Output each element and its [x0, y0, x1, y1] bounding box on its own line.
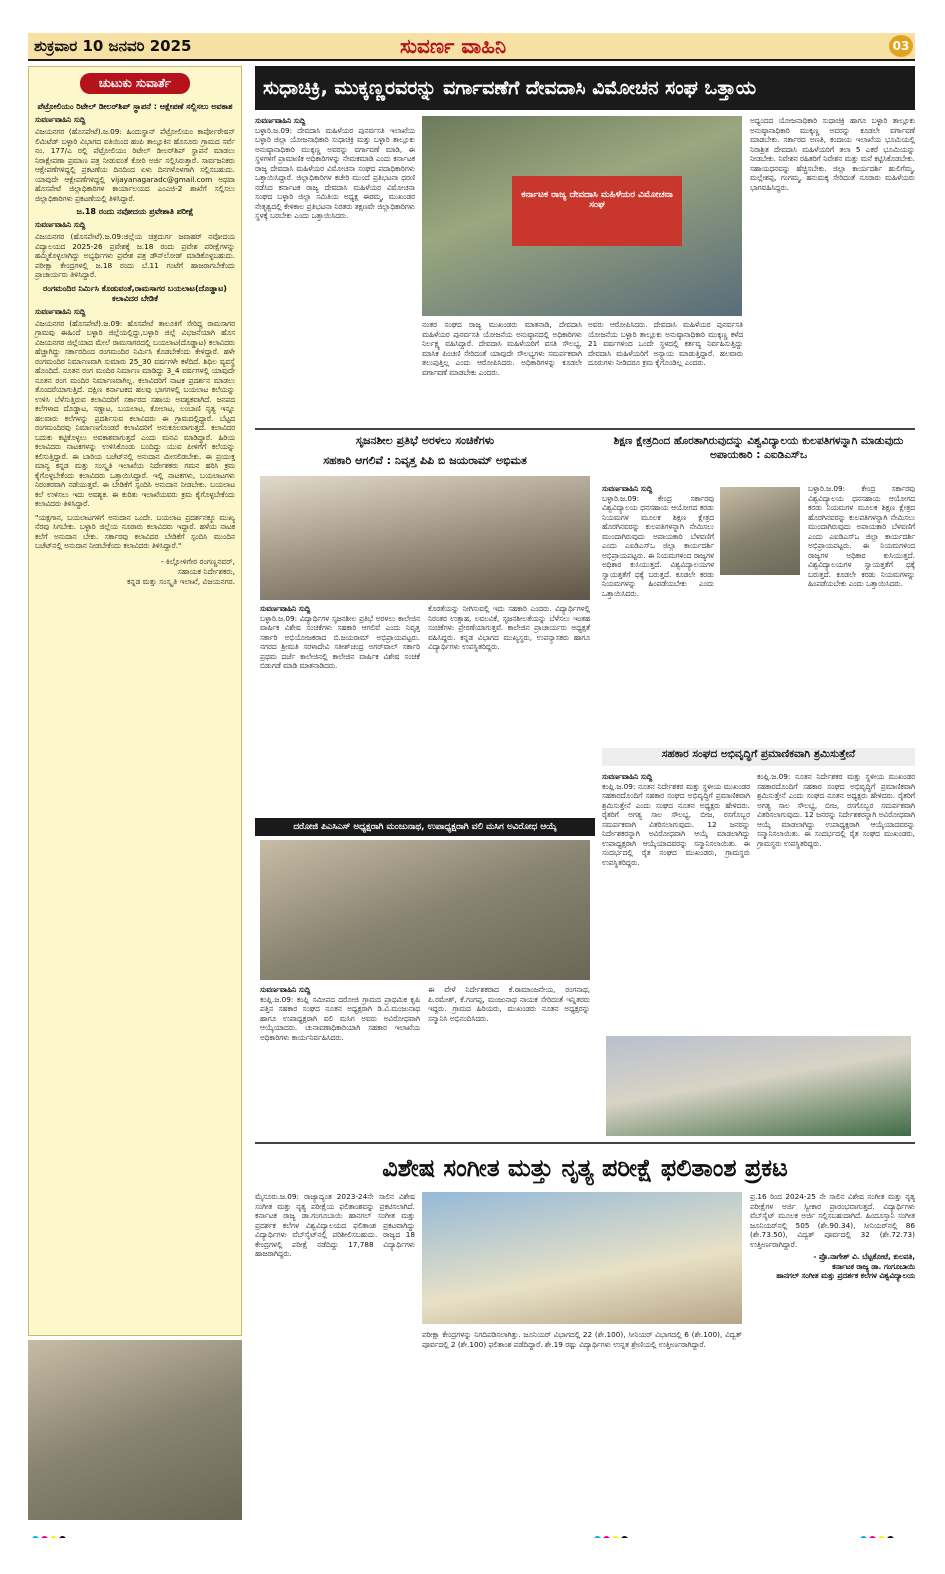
brief-3-byline: ಸುವರ್ಣವಾಹಿನಿ ಸುದ್ದಿ: [35, 306, 86, 316]
story6-sig-1: - ಪ್ರೊ.ನಾಗೇಶ್ ವಿ. ಬೆಟ್ಟಕೋಟೆ, ಕುಲಪತಿ,: [813, 1252, 915, 1261]
issue-date: ಶುಕ್ರವಾರ 10 ಜನವರಿ 2025: [34, 37, 192, 55]
story3-col-2: ಬಳ್ಳಾರಿ.ಜ.09: ಕೇಂದ್ರ ಸರ್ಕಾರವು ವಿಶ್ವವಿದ್ಯಾಲಯ ಧನಸಹಾಯ ಆಯೋಗದ ಕರಡು ನಿಯಮಗಳ ಮೂಲಕ ಶಿಕ್ಷಣ ಕ್ಷೇತ್ರದ ಹೊರಗಿನವರನ್ನು ಕುಲಪತಿಗಳನ್ನಾಗಿ ನೇಮಿಸಲು ಮುಂದಾಗಿರುವುದು ಅಪಾಯಕಾರಿ ಬೆಳವಣಿಗೆ ಎಂದು ಎಐಡಿಎಸ್‌ಒ ಜಿಲ್ಲಾ ಕಾರ್ಯದರ್ಶಿ ಅಭಿಪ್ರಾಯಪಟ್ಟರು. ಈ ನಿಯಮಗಳಿಂದ ರಾಜ್ಯಗಳ ಅಧಿಕಾರ ಕುಸಿಯುತ್ತದೆ. ವಿಶ್ವವಿದ್ಯಾಲಯಗಳ ಸ್ವಾಯತ್ತತೆಗೆ ಧಕ್ಕೆ ಬರುತ್ತದೆ. ಕೂಡಲೇ ಕರಡು ನಿಯಮಗಳನ್ನು ಹಿಂಪಡೆಯಬೇಕು ಎಂದು ಒತ್ತಾಯಿಸಿದರು.: [808, 484, 915, 588]
story3-byline: ಸುವರ್ಣವಾಹಿನಿ ಸುದ್ದಿ: [602, 484, 653, 493]
story6-col-2: ಪರೀಕ್ಷಾ ಕೇಂದ್ರಗಳನ್ನು ನಿಗದಿಪಡಿಸಲಾಗಿತ್ತು. ಜೂನಿಯರ್ ವಿಭಾಗದಲ್ಲಿ 22 (ಶೇ.100), ಸೀನಿಯರ್ ವಿಭಾಗದಲ್ಲಿ 6 (ಶೇ.100), ವಿದ್ವತ್ ಪೂರ್ವದಲ್ಲಿ 2 (ಶೇ.100) ಫಲಿತಾಂಶ ಪಡೆದಿದ್ದಾರೆ. ಶೇ.19 ರಷ್ಟು ವಿದ್ಯಾರ್ಥಿಗಳು ಉನ್ನತ ಶ್ರೇಣಿಯಲ್ಲಿ ಉತ್ತೀರ್ಣರಾಗಿದ್ದಾರೆ.: [422, 1330, 742, 1349]
story3-portrait: [720, 487, 800, 575]
brief-3-text: ವಿಜಯನಗರ (ಹೊಸಪೇಟೆ).ಜ.09: ಹೊಸಪೇಟೆ ತಾಲೂಕಿಗೆ ಸೇರಿದ್ದ ರಾಮಸಾಗರ ಗ್ರಾಮವು ಈಹಿಂದೆ ಬಳ್ಳಾರಿ ಜಿಲ್ಲೆಯಲ್ಲಿದ್ದು,ಬಳ್ಳಾರಿ ಜಿಲ್ಲೆ ವಿಭಜನೆಯಾಗಿ ಹೊಸ ವಿಜಯನಗರ ಜಿಲ್ಲೆಯಾದ ಮೇಲೆ ರಾಮಸಾಗರದಲ್ಲಿ ಬಯಲಾಟ(ದೊಡ್ಡಾಟ) ಕಲಾವಿದರು ಹೆಚ್ಚಾಗಿದ್ದು ಸರ್ಕಾರದಿಂದ ರಂಗಮಂದಿರ ನಿರ್ಮಿಸಿ ಕೊಡಬೇಕೆಂದು ಕೇಳಿದ್ದಾರೆ. ಹಳೇ ರಂಗಮಂದಿರ ನಿರ್ಮಾಣವಾಗಿ ಸುಮಾರು 25_30 ವರ್ಷಗಳೇ ಕಳೆದಿದೆ. ಶಿಥಿಲ ವ್ಯವಸ್ಥೆ ಹೊಂದಿದೆ. ನೂತನ ರಂಗ ಮಂದಿರ ನಿರ್ಮಾಣ ಮಾಡಿದ್ದು 3_4 ವರ್ಷಗಳಲ್ಲಿ ಯಾವುದೇ ನೂತನ ರಂಗ ಮಂದಿರ ನಿರ್ಮಾಣವಾಗಿಲ್ಲ. ಕಲಾವಿದರಿಗೆ ನಾಟಕ ಪ್ರದರ್ಶನ ಮಾಡಲು ತೊಂದರೆಯಾಗುತ್ತಿದೆ. ದಕ್ಷಿಣ ಕರ್ನಾಟಕದ ಹಲವು ಭಾಗಗಳಲ್ಲಿ ಬಯಲಾಟ ಕಲೆಯನ್ನು ಉಳಿಸಿ ಬೆಳೆಸುತ್ತಿರುವ ಕಲಾವಿದರಿಗೆ ಸರ್ಕಾರದ ಸಹಾಯ ಅವಶ್ಯಕವಾಗಿದೆ. ಜನಪದ ಕಲೆಗಳಾದ ದೊಡ್ಡಾಟ, ಸಣ್ಣಾಟ, ಬಯಲಾಟ, ಕೋಲಾಟ, ಲಂಬಾಣಿ ನೃತ್ಯ ಇನ್ನೂ ಹಲವಾರು ಕಲೆಗಳನ್ನು ಪ್ರದರ್ಶಿಸುವ ಕಲಾವಿದರು ಈ ಗ್ರಾಮದಲ್ಲಿದ್ದಾರೆ. ಬೆಟ್ಟದ ರಂಗಮಂದಿರವು ನಿರ್ಮಾಣಗೊಂಡರೆ ಕಲಾವಿದರಿಗೆ ಅನುಕೂಲವಾಗುತ್ತದೆ. ಕಲಾವಿದರ ಬದುಕು ಕಟ್ಟಿಕೊಳ್ಳಲು ಅವಕಾಶವಾಗುತ್ತದೆ ಎಂದು ಮನವಿ ಮಾಡಿದ್ದಾರೆ. ಹಿರಿಯ ಕಲಾವಿದರು ನಾಟಕಗಳನ್ನು ಉಳಿಸಿಕೊಂಡು ಬಂದಿದ್ದು ಯುವ ಪೀಳಿಗೆಗೆ ಕಲೆಯನ್ನು ಕಲಿಸುತ್ತಿದ್ದಾರೆ. ಈ ಬಾರಿಯ ಬಜೆಟ್‌ನಲ್ಲಿ ಅನುದಾನ ಮೀಸಲಿಡಬೇಕು. ಈ ಪ್ರಯುಕ್ತ ಮಾನ್ಯ ಕನ್ನಡ ಮತ್ತು ಸಂಸ್ಕೃತಿ ಇಲಾಖೆಯ ನಿರ್ದೇಶಕರು ಗಮನ ಹರಿಸಿ ಕ್ರಮ ಕೈಗೊಳ್ಳಬೇಕೆಂದು ಕಲಾವಿದರು ಒತ್ತಾಯಿಸಿದ್ದಾರೆ. ಇಲ್ಲಿ ನಾಟಕಗಳು, ಬಯಲಾಟಗಳು ನಿರಂತರವಾಗಿ ನಡೆಯುತ್ತವೆ. ಈ ಬೇಡಿಕೆಗೆ ಸ್ಪಂದಿಸಿ ಅನುದಾನ ನೀಡಬೇಕು. ಬಯಲಾಟ ಕಲೆ ಉಳಿಸಲು ಇದು ಅವಶ್ಯಕ. ಈ ಕುರಿತು ಇಲಾಖೆಯವರು ಕ್ರಮ ಕೈಗೊಳ್ಳಬೇಕೆಂದು ಕಲಾವಿದರು ತಿಳಿಸಿದ್ದಾರೆ.: [35, 318, 235, 508]
divider: [255, 1142, 915, 1144]
page-number: 03: [889, 35, 913, 57]
story2-col-1-text: ಬಳ್ಳಾರಿ.ಜ.09: ವಿದ್ಯಾರ್ಥಿಗಳ ಸೃಜನಶೀಲ ಪ್ರತಿಭೆ ಅರಳಲು ಕಾಲೇಜಿನ ವಾರ್ಷಿಕ ವಿಶೇಷ ಸಂಚಿಕೆಗಳು ಸಹಕಾರಿ ಆಗಲಿವೆ ಎಂದು ನಿವೃತ್ತ ಸರ್ಕಾರಿ ಅಭಿಯೋಜಕರಾದ ಬಿ.ಜಯರಾಮ್ ಅಭಿಪ್ರಾಯಪಟ್ಟರು. ನಗರದ ಶ್ರೀಮತಿ ಸರಳಾದೇವಿ ಸತೀಶ್‌ಚಂದ್ರ ಅಗರ್‌ವಾಲ್ ಸರ್ಕಾರಿ ಪ್ರಥಮ ದರ್ಜೆ ಕಾಲೇಜಿನಲ್ಲಿ ಕಾಲೇಜಿನ ವಾರ್ಷಿಕ ವಿಶೇಷ ಸಂಚಿಕೆ ಬಿಡುಗಡೆ ಮಾಡಿ ಮಾತನಾಡಿದರು.: [260, 613, 420, 670]
story3-text: ಬಳ್ಳಾರಿ.ಜ.09: ಕೇಂದ್ರ ಸರ್ಕಾರವು ವಿಶ್ವವಿದ್ಯಾಲಯ ಧನಸಹಾಯ ಆಯೋಗದ ಕರಡು ನಿಯಮಗಳ ಮೂಲಕ ಶಿಕ್ಷಣ ಕ್ಷೇತ್ರದ ಹೊರಗಿನವರನ್ನು ಕುಲಪತಿಗಳನ್ನಾಗಿ ನೇಮಿಸಲು ಮುಂದಾಗಿರುವುದು ಅಪಾಯಕಾರಿ ಬೆಳವಣಿಗೆ ಎಂದು ಎಐಡಿಎಸ್‌ಒ ಜಿಲ್ಲಾ ಕಾರ್ಯದರ್ಶಿ ಅಭಿಪ್ರಾಯಪಟ್ಟರು. ಈ ನಿಯಮಗಳಿಂದ ರಾಜ್ಯಗಳ ಅಧಿಕಾರ ಕುಸಿಯುತ್ತದೆ. ವಿಶ್ವವಿದ್ಯಾಲಯಗಳ ಸ್ವಾಯತ್ತತೆಗೆ ಧಕ್ಕೆ ಬರುತ್ತದೆ. ಕೂಡಲೇ ಕರಡು ನಿಯಮಗಳನ್ನು ಹಿಂಪಡೆಯಬೇಕು ಎಂದು ಒತ್ತಾಯಿಸಿದರು.: [602, 493, 714, 598]
section-tag: ಚುಟುಕು ಸುವಾರ್ತೆ: [80, 73, 190, 94]
color-registration-marks: [594, 1528, 654, 1538]
story5-col-1-text: ಕಂಪ್ಲಿ.ಜ.09: ಕಂಪ್ಲಿ ಸಮೀಪದ ದರೋಜಿ ಗ್ರಾಮದ ಪ್ರಾಥಮಿಕ ಕೃಷಿ ಪತ್ತಿನ ಸಹಕಾರ ಸಂಘದ ನೂತನ ಅಧ್ಯಕ್ಷರಾಗಿ ಡಿ.ವಿ.ಮಂಜುನಾಥ ಹಾಗೂ ಉಪಾಧ್ಯಕ್ಷರಾಗಿ ವಲಿ ಮಸಿಗ ಅವರು ಅವಿರೋಧವಾಗಿ ಆಯ್ಕೆಯಾದರು. ಚುನಾವಣಾಧಿಕಾರಿಯಾಗಿ ಸಹಕಾರ ಇಲಾಖೆಯ ಅಧಿಕಾರಿಗಳು ಕಾರ್ಯನಿರ್ವಹಿಸಿದರು.: [260, 994, 420, 1042]
story4-headline: ಸಹಕಾರ ಸಂಘದ ಅಭಿವೃದ್ಧಿಗೆ ಪ್ರಮಾಣಿಕವಾಗಿ ಶ್ರಮಿಸುತ್ತೇನೆ: [602, 748, 915, 766]
brief-1-title: ಪೆಟ್ರೋಲಿಯಂ ರಿಟೇಲ್ ಡೀಲರ್‌ಶಿಪ್ ಸ್ಥಾಪನೆ : ಆಕ್ಷೇಪಣೆ ಸಲ್ಲಿಸಲು ಅವಕಾಶ: [37, 102, 233, 111]
brief-4-text: "ಯಕ್ಷಗಾನ, ಬಯಲಾಟಗಳಿಗೆ ಅನುದಾನ ಒಂದೇ. ಬಯಲಾಟ ಪ್ರದರ್ಶನಕ್ಕೂ ಮುಖ್ಯ ನೆರವು ಸಿಗಬೇಕು. ಬಳ್ಳಾರಿ ಜಿಲ್ಲೆಯ ನೂರಾರು ಕಲಾವಿದರು ಇದ್ದಾರೆ. ಹಳೆಯ ನಾಟಕ ಕಲೆಗೆ ಅನುದಾನ ಬೇಕು. ಸರ್ಕಾರವು ಕಲಾವಿದರ ಬೇಡಿಕೆಗೆ ಸ್ಪಂದಿಸಿ ಮುಂದಿನ ಬಜೆಟ್‌ನಲ್ಲಿ ಅನುದಾನ ನೀಡಬೇಕೆಂದು ಕಲಾವಿದರು ತಿಳಿಸಿದ್ದಾರೆ.": [35, 512, 235, 550]
story5-col-2: ಈ ವೇಳೆ ನಿರ್ದೇಶಕರಾದ ಕೆ.ರಾಮಾಂಜನೇಯ, ರಂಗನಾಥ, ಪಿ.ರಮೇಶ್, ಕೆ.ಗಂಗಪ್ಪ, ಮಂಜುನಾಥ ನಾಯಕ ಸೇರಿದಂತೆ ಇನ್ನಿತರರು ಇದ್ದರು. ಗ್ರಾಮದ ಹಿರಿಯರು, ಮುಖಂಡರು ನೂತನ ಅಧ್ಯಕ್ಷರನ್ನು ಸನ್ಮಾನಿಸಿ ಅಭಿನಂದಿಸಿದರು.: [428, 985, 590, 1023]
story5-photo: [260, 840, 590, 980]
lead-col-1-text: ಬಳ್ಳಾರಿ.ಜ.09: ದೇವದಾಸಿ ಮಹಿಳೆಯರ ಪುನರ್ವಸತಿ ಇಲಾಖೆಯ ಬಳ್ಳಾರಿ ಜಿಲ್ಲಾ ಯೋಜನಾಧಿಕಾರಿ ಸುಧಾಚಿಕ್ರಿ ಮತ್ತು ಬಳ್ಳಾರಿ ತಾಲ್ಲೂಕು ಅನುಷ್ಠಾನಾಧಿಕಾರಿ ಮುಕ್ಕಣ್ಣ ಅವರನ್ನು ವರ್ಗಾವಣೆ ಮಾಡಿ, ಈ ಸ್ಥಳಗಳಿಗೆ ಪ್ರಾಮಾಣಿಕ ಅಧಿಕಾರಿಗಳನ್ನು ನೇಮಕಮಾಡಿ ಎಂದು ಕರ್ನಾಟಕ ರಾಜ್ಯ ದೇವದಾಸಿ ಮಹಿಳೆಯರ ವಿಮೋಚನಾ ಸಂಘದ ಪದಾಧಿಕಾರಿಗಳು ಒತ್ತಾಯಿಸಿದ್ದಾರೆ. ಜಿಲ್ಲಾಧಿಕಾರಿಗಳ ಕಚೇರಿ ಮುಂದೆ ಪ್ರತಿಭಟನಾ ಧರಣಿ ನಡೆಸಿದ ಕರ್ನಾಟಕ ರಾಜ್ಯ ದೇವದಾಸಿ ಮಹಿಳೆಯರ ವಿಮೋಚನಾ ಸಂಘದ ಬಳ್ಳಾರಿ ಜಿಲ್ಲಾ ಸಮಿತಿಯ ಅಧ್ಯಕ್ಷ ಈರಮ್ಮ, ಮುಖಂಡರ ನೇತೃತ್ವದಲ್ಲಿ ಕೇಳಿಕಾಲ ಪ್ರತಿಭಟನಾ ನಿರತರು ತಕ್ಷಣವೇ ಜಿಲ್ಲಾಧಿಕಾರಿಗಳು ಸ್ಥಳಕ್ಕೆ ಬರಬೇಕು ಎಂದು ಒತ್ತಾಯಿಸಿದರು.: [255, 125, 415, 220]
lead-headline: ಸುಧಾಚಿಕ್ರಿ, ಮುಕ್ಕಣ್ಣರವರನ್ನು ವರ್ಗಾವಣೆಗೆ ದೇವದಾಸಿ ವಿಮೋಚನ ಸಂಘ ಒತ್ತಾಯ: [255, 66, 915, 110]
story6-signature: [750, 1252, 915, 1281]
brief-2-byline: ಸುವರ್ಣವಾಹಿನಿ ಸುದ್ದಿ: [35, 220, 86, 229]
brief-3-title: ರಂಗಮಂದಿರ ನಿರ್ಮಿಸಿ ಕೊಡುವಂತೆ,ರಾಮಸಾಗರ ಬಯಲಾಟ(ದೊಡ್ಡಾಟ) ಕಲಾವಿದರ ಬೇಡಿಕೆ: [43, 283, 227, 303]
divider: [255, 428, 915, 430]
brief-signature: [35, 557, 235, 587]
portrait-photo: [28, 1340, 242, 1520]
story3-headline: ಶಿಕ್ಷಣ ಕ್ಷೇತ್ರದಿಂದ ಹೊರತಾಗಿರುವುದನ್ನು ವಿಶ್ವವಿದ್ಯಾಲಯ ಕುಲಪತಿಗಳನ್ನಾಗಿ ಮಾಡುವುದು ಅಪಾಯಕಾರಿ : ಎಐಡಿಎಸ್‌ಒ: [613, 435, 904, 461]
story2-byline: ಸುವರ್ಣವಾಹಿನಿ ಸುದ್ದಿ: [260, 604, 311, 613]
story4-byline: ಸುವರ್ಣವಾಹಿನಿ ಸುದ್ದಿ: [602, 772, 653, 781]
color-registration-marks: [32, 1528, 92, 1538]
signature-line-2: ಸಹಾಯಕ ನಿರ್ದೇಶಕರು,: [177, 566, 235, 576]
color-registration-marks: [860, 1528, 920, 1538]
story6-headline: ವಿಶೇಷ ಸಂಗೀತ ಮತ್ತು ನೃತ್ಯ ಪರೀಕ್ಷೆ ಫಲಿತಾಂಶ ಪ್ರಕಟ: [382, 1154, 788, 1182]
story6-col-3-text: ಪ್ರ.16 ರಿಂದ 2024-25 ನೇ ಸಾಲಿನ ವಿಶೇಷ ಸಂಗೀತ ಮತ್ತು ನೃತ್ಯ ಪರೀಕ್ಷೆಗಳ ಅರ್ಜಿ ಸ್ವೀಕಾರ ಪ್ರಾರಂಭವಾಗುತ್ತದೆ. ವಿದ್ಯಾರ್ಥಿಗಳು ವೆಬ್‌ಸೈಟ್ ಮೂಲಕ ಅರ್ಜಿ ಸಲ್ಲಿಸಬಹುದಾಗಿದೆ. ಹಿಂದೂಸ್ತಾನಿ ಸಂಗೀತ ಜೂನಿಯರ್‌ನಲ್ಲಿ 505 (ಶೇ.90.34), ಸೀನಿಯರ್‌ನಲ್ಲಿ 86 (ಶೇ.73.50), ವಿದ್ವತ್ ಪೂರ್ವದಲ್ಲಿ 32 (ಶೇ.72.73) ಉತ್ತೀರ್ಣರಾಗಿದ್ದಾರೆ.: [750, 1192, 915, 1249]
story5-headline: ದರೋಜಿ ಪಿಎಸಿಎಸ್ ಅಧ್ಯಕ್ಷರಾಗಿ ಮಂಜುನಾಥ, ಉಪಾಧ್ಯಕ್ಷರಾಗಿ ವಲಿ ಮಸಿಗ ಅವಿರೋಧ ಆಯ್ಕೆ: [255, 818, 595, 836]
story2-photo: [260, 476, 590, 600]
signature-line-3: ಕನ್ನಡ ಮತ್ತು ಸಂಸ್ಕೃತಿ ಇಲಾಖೆ, ವಿಜಯನಗರ.: [126, 576, 235, 586]
story4-col-2: ಕಂಪ್ಲಿ.ಜ.09: ನೂತನ ನಿರ್ದೇಶಕರ ಮತ್ತು ಸ್ಥಳೀಯ ಮುಖಂಡರ ಸಹಕಾರದೊಂದಿಗೆ ಸಹಕಾರ ಸಂಘದ ಅಭಿವೃದ್ಧಿಗೆ ಪ್ರಮಾಣಿಕವಾಗಿ ಶ್ರಮಿಸುತ್ತೇನೆ ಎಂದು ಸಂಘದ ನೂತನ ಅಧ್ಯಕ್ಷರು ಹೇಳಿದರು. ರೈತರಿಗೆ ಅಗತ್ಯ ಸಾಲ ಸೌಲಭ್ಯ, ಬೀಜ, ರಸಗೊಬ್ಬರ ಸಮರ್ಪಕವಾಗಿ ವಿತರಿಸಲಾಗುವುದು. 12 ಜನರನ್ನು ನಿರ್ದೇಶಕರನ್ನಾಗಿ ಅವಿರೋಧವಾಗಿ ಆಯ್ಕೆ ಮಾಡಲಾಗಿದ್ದು ಉಪಾಧ್ಯಕ್ಷರಾಗಿ ಆಯ್ಕೆಯಾದವರನ್ನು ಸನ್ಮಾನಿಸಲಾಯಿತು. ಈ ಸಂದರ್ಭದಲ್ಲಿ ರೈತ ಸಂಘದ ಮುಖಂಡರು, ಗ್ರಾಮಸ್ಥರು ಉಪಸ್ಥಿತರಿದ್ದರು.: [757, 772, 915, 848]
newspaper-title: ಸುವರ್ಣ ವಾಹಿನಿ: [400, 34, 507, 58]
story4-photo: [606, 1036, 911, 1136]
brief-2-title: ಜ.18 ರಂದು ನವೋದಯ ಪ್ರವೇಶಾತಿ ಪರೀಕ್ಷೆ: [76, 207, 194, 216]
masthead: [28, 33, 915, 61]
lead-col-4: ಅಧ್ಯಂದದ ಯೋಜನಾಧಿಕಾರಿ ಸುಧಾಚಿಕ್ರಿ ಹಾಗೂ ಬಳ್ಳಾರಿ ತಾಲ್ಲೂಕು ಅನುಷ್ಠಾನಾಧಿಕಾರಿ ಮುಕ್ಕಣ್ಣ ಅವರನ್ನು ಕೂಡಲೇ ವರ್ಗಾವಣೆ ಮಾಡಬೇಕು. ಸರ್ಕಾರದ ಅಣತಿ, ಕಂದಾಯ ಇಲಾಖೆಯ ಭೂಮಿಯಲ್ಲಿ ನಿರಾಶ್ರಿತ ದೇವದಾಸಿ ಮಹಿಳೆಯರಿಗೆ ತಲಾ 5 ಎಕರೆ ಭೂಮಿಯನ್ನು ನೀಡಬೇಕು. ನಿವೇಶನ ರಹಿತರಿಗೆ ನಿವೇಶನ ಮತ್ತು ಮನೆ ಕಟ್ಟಿಸಿಕೊಡಬೇಕು. ಸಹಾಯಧನವನ್ನು ಹೆಚ್ಚಿಸಬೇಕು. ಜಿಲ್ಲಾ ಕಾರ್ಯದರ್ಶಿ ಹುಲಿಗೆಮ್ಮ, ಮಲ್ಲೇಶಪ್ಪ, ಗಂಗಮ್ಮ, ಹನುಮಕ್ಕ ಸೇರಿದಂತೆ ನೂರಾರು ಮಹಿಳೆಯರು ಭಾಗವಹಿಸಿದ್ದರು.: [750, 116, 915, 192]
story4-text: ಕಂಪ್ಲಿ.ಜ.09: ನೂತನ ನಿರ್ದೇಶಕರ ಮತ್ತು ಸ್ಥಳೀಯ ಮುಖಂಡರ ಸಹಕಾರದೊಂದಿಗೆ ಸಹಕಾರ ಸಂಘದ ಅಭಿವೃದ್ಧಿಗೆ ಪ್ರಮಾಣಿಕವಾಗಿ ಶ್ರಮಿಸುತ್ತೇನೆ ಎಂದು ಸಂಘದ ನೂತನ ಅಧ್ಯಕ್ಷರು ಹೇಳಿದರು. ರೈತರಿಗೆ ಅಗತ್ಯ ಸಾಲ ಸೌಲಭ್ಯ, ಬೀಜ, ರಸಗೊಬ್ಬರ ಸಮರ್ಪಕವಾಗಿ ವಿತರಿಸಲಾಗುವುದು. 12 ಜನರನ್ನು ನಿರ್ದೇಶಕರನ್ನಾಗಿ ಅವಿರೋಧವಾಗಿ ಆಯ್ಕೆ ಮಾಡಲಾಗಿದ್ದು ಉಪಾಧ್ಯಕ್ಷರಾಗಿ ಆಯ್ಕೆಯಾದವರನ್ನು ಸನ್ಮಾನಿಸಲಾಯಿತು. ಈ ಸಂದರ್ಭದಲ್ಲಿ ರೈತ ಸಂಘದ ಮುಖಂಡರು, ಗ್ರಾಮಸ್ಥರು ಉಪಸ್ಥಿತರಿದ್ದರು.: [602, 781, 750, 867]
lead-protest-photo: [422, 116, 742, 316]
story4-col-1: [602, 772, 750, 1034]
story5-byline: ಸುವರ್ಣವಾಹಿನಿ ಸುದ್ದಿ: [260, 985, 311, 994]
story2-headline-2: ಸಹಕಾರಿ ಆಗಲಿವೆ : ನಿವೃತ್ತ ಪಿಪಿ ಬಿ ಜಯರಾಮ್ ಅಭಿಮತ: [323, 454, 527, 467]
story6-sig-2: ಕರ್ನಾಟಕ ರಾಜ್ಯ ಡಾ. ಗಂಗೂಬಾಯಿ: [832, 1261, 915, 1271]
brief-2-text: ವಿಜಯನಗರ (ಹೊಸಪೇಟೆ).ಜ.09:ಜಿಲ್ಲೆಯ ಚಿತ್ರದುರ್ಗ ಜವಾಹರ್ ನವೋದಯ ವಿದ್ಯಾಲಯದ 2025-26 ಪ್ರವೇಶಕ್ಕೆ ಜ.18 ರಂದು ಪ್ರವೇಶ ಪರೀಕ್ಷೆಗಳನ್ನು ಹಮ್ಮಿಕೊಳ್ಳಲಾಗಿದ್ದು ಅಭ್ಯರ್ಥಿಗಳು ಪ್ರವೇಶ ಪತ್ರ ಡೌನ್‌ಲೋಡ್ ಮಾಡಿಕೊಳ್ಳಬಹುದು. ಪರೀಕ್ಷಾ ಕೇಂದ್ರಗಳಲ್ಲಿ ಜ.18 ರಂದು ಬೆ.11 ಗಂಟೆಗೆ ಹಾಜರಾಗಬೇಕೆಂದು ಪ್ರಾಚಾರ್ಯರು ತಿಳಿಸಿದ್ದಾರೆ.: [35, 232, 235, 279]
brief-1-byline: ಸುವರ್ಣವಾಹಿನಿ ಸುದ್ದಿ: [35, 115, 86, 124]
lead-col-2: ನಂತರ ಸಂಘದ ರಾಜ್ಯ ಮುಖಂಡರು ಮಾತನಾಡಿ, ದೇವದಾಸಿ ಮಹಿಳೆಯರ ಪುನರ್ವಸತಿ ಯೋಜನೆಯ ಅನುಷ್ಠಾನದಲ್ಲಿ ಅಧಿಕಾರಿಗಳು ನಿರ್ಲಕ್ಷ್ಯ ವಹಿಸಿದ್ದಾರೆ. ದೇವದಾಸಿ ಮಹಿಳೆಯರಿಗೆ ವಸತಿ ಸೌಲಭ್ಯ, ಮಾಸಿಕ ಪಿಂಚಣಿ ಸೇರಿದಂತೆ ಯಾವುದೇ ಸೌಲಭ್ಯಗಳು ಸಮರ್ಪಕವಾಗಿ ತಲುಪುತ್ತಿಲ್ಲ ಎಂದು ಆರೋಪಿಸಿದರು. ಅಧಿಕಾರಿಗಳನ್ನು ಕೂಡಲೇ ವರ್ಗಾವಣೆ ಮಾಡಬೇಕು ಎಂದರು.: [422, 320, 582, 377]
lead-col-3: ಅವರು ಆರೋಪಿಸಿದರು. ದೇವದಾಸಿ ಮಹಿಳೆಯರ ಪುನರ್ವಸತಿ ಯೋಜನೆಯ ಬಳ್ಳಾರಿ ತಾಲ್ಲೂಕು ಅನುಷ್ಠಾನಾಧಿಕಾರಿ ಮುಕ್ಕಣ್ಣ ಕಳೆದ 21 ವರ್ಷಗಳಿಂದ ಒಂದೇ ಸ್ಥಳದಲ್ಲಿ ಕರ್ತವ್ಯ ನಿರ್ವಹಿಸುತ್ತಿದ್ದು ದೇವದಾಸಿ ಮಹಿಳೆಯರಿಗೆ ಅನ್ಯಾಯ ಮಾಡುತ್ತಿದ್ದಾರೆ. ಹಲವಾರು ದೂರುಗಳು ನೀಡಿದರೂ ಕ್ರಮ ಕೈಗೊಂಡಿಲ್ಲ ಎಂದರು.: [588, 320, 743, 367]
lead-col-1: [255, 116, 415, 421]
story6-col-3: [750, 1192, 915, 1522]
story2-col-1: [260, 604, 420, 812]
lead-byline: ಸುವರ್ಣವಾಹಿನಿ ಸುದ್ದಿ: [255, 116, 306, 125]
left-column-briefs: [28, 66, 242, 1336]
story2-headline-1: ಸೃಜನಶೀಲ ಪ್ರತಿಭೆ ಅರಳಲು ಸಂಚಿಕೆಗಳು: [355, 434, 495, 447]
story3-col-1: [602, 484, 714, 739]
signature-line-1: - ಕಿಲ್ಲೋಳಿಗೇರ ರಂಗಣ್ಣನವರ್,: [160, 556, 235, 566]
story2-col-2: ಕೊರತೆಯನ್ನು ನೀಗಿಸುವಲ್ಲಿ ಇದು ಸಹಕಾರಿ ಎಂದರು. ವಿದ್ಯಾರ್ಥಿಗಳಲ್ಲಿ ನಿರಂತರ ಉತ್ಸಾಹ, ಲವಲವಿಕೆ, ಸೃಜನಶೀಲತೆಯನ್ನು ಬೆಳೆಸಲು ಇಂತಹ ಸಂಚಿಕೆಗಳು ಪ್ರೇರಣೆಯಾಗುತ್ತವೆ. ಕಾಲೇಜಿನ ಪ್ರಾಚಾರ್ಯರು ಅಧ್ಯಕ್ಷತೆ ವಹಿಸಿದ್ದರು. ಕನ್ನಡ ವಿಭಾಗದ ಮುಖ್ಯಸ್ಥರು, ಉಪನ್ಯಾಸಕರು ಹಾಗೂ ವಿದ್ಯಾರ್ಥಿಗಳು ಉಪಸ್ಥಿತರಿದ್ದರು.: [428, 604, 590, 651]
protest-banner: ಕರ್ನಾಟಕ ರಾಜ್ಯ ದೇವದಾಸಿ ಮಹಿಳೆಯರ ವಿಮೋಚನಾ ಸಂಘ: [512, 176, 682, 246]
story6-building-photo: [422, 1192, 742, 1324]
brief-1-text: ವಿಜಯನಗರ (ಹೊಸಪೇಟೆ).ಜ.09: ಹಿಂದುಸ್ಥಾನ್ ಪೆಟ್ರೋಲಿಯಂ ಕಾರ್ಪೋರೇಷನ್ ಲಿಮಿಟೆಡ್ ಬಳ್ಳಾರಿ ವಿಭಾಗದ ವತಿಯಿಂದ ಹಂಪಿ ತಾಲ್ಲೂಕಿನ ಹೊಸೂರು ಗ್ರಾಮದ ಸರ್ವೆ ನಂ. 177/ಎ ರಲ್ಲಿ ಪೆಟ್ರೋಲಿಯಂ ರಿಟೇಲ್ ಡೀಲರ್‌ಶಿಪ್ ಸ್ಥಾಪನೆ ಮಾಡಲು ನಿರಾಕ್ಷೇಪಣಾ ಪ್ರಮಾಣ ಪತ್ರ ನೀಡುವಂತೆ ಕೋರಿ ಅರ್ಜಿ ಸಲ್ಲಿಸಿರುತ್ತಾರೆ. ಸಾರ್ವಜನಿಕರು ಆಕ್ಷೇಪಣೆಗಳಿದ್ದಲ್ಲಿ ಪ್ರಕಟಣೆಯ ದಿನದಿಂದ ಏಳು ದಿನಗಳೊಳಗಾಗಿ ಸಲ್ಲಿಸಬಹುದು. ಯಾವುದೇ ಆಕ್ಷೇಪಣೆಗಳಿದ್ದಲ್ಲಿ vijayanagaradc@gmail.com ಅಥವಾ ಹೊಸಪೇಟೆ ಜಿಲ್ಲಾಧಿಕಾರಿಗಳ ಕಾರ್ಯಾಲಯದ ಎಂಎಜಿ-2 ಶಾಖೆಗೆ ಸಲ್ಲಿಸಲು ಜಿಲ್ಲಾಧಿಕಾರಿಗಳು ಪ್ರಕಟಣೆಯಲ್ಲಿ ತಿಳಿಸಿದ್ದಾರೆ.: [35, 127, 235, 203]
story5-col-1: [260, 985, 420, 1135]
story6-sig-3: ಹಾನಗಲ್ ಸಂಗೀತ ಮತ್ತು ಪ್ರದರ್ಶಕ ಕಲೆಗಳ ವಿಶ್ವವಿದ್ಯಾಲಯ: [776, 1271, 915, 1280]
story6-col-1: ಮೈಸೂರು.ಜ.09: ರಾಜ್ಯಾದ್ಯಂತ 2023-24ನೇ ಸಾಲಿನ ವಿಶೇಷ ಸಂಗೀತ ಮತ್ತು ನೃತ್ಯ ಪರೀಕ್ಷೆಯ ಫಲಿತಾಂಶವನ್ನು ಪ್ರಕಟಿಸಲಾಗಿದೆ. ಕರ್ನಾಟಕ ರಾಜ್ಯ ಡಾ.ಗಂಗೂಬಾಯಿ ಹಾನಗಲ್ ಸಂಗೀತ ಮತ್ತು ಪ್ರದರ್ಶಕ ಕಲೆಗಳ ವಿಶ್ವವಿದ್ಯಾಲಯದ ಫಲಿತಾಂಶ ಪ್ರಕಟವಾಗಿದ್ದು ವಿದ್ಯಾರ್ಥಿಗಳು ವೆಬ್‌ಸೈಟ್‌ನಲ್ಲಿ ಪರಿಶೀಲಿಸಬಹುದು. ರಾಜ್ಯದ 18 ಕೇಂದ್ರಗಳಲ್ಲಿ ಪರೀಕ್ಷೆ ನಡೆದಿದ್ದು 17,788 ವಿದ್ಯಾರ್ಥಿಗಳು ಹಾಜರಾಗಿದ್ದರು.: [255, 1192, 415, 1258]
